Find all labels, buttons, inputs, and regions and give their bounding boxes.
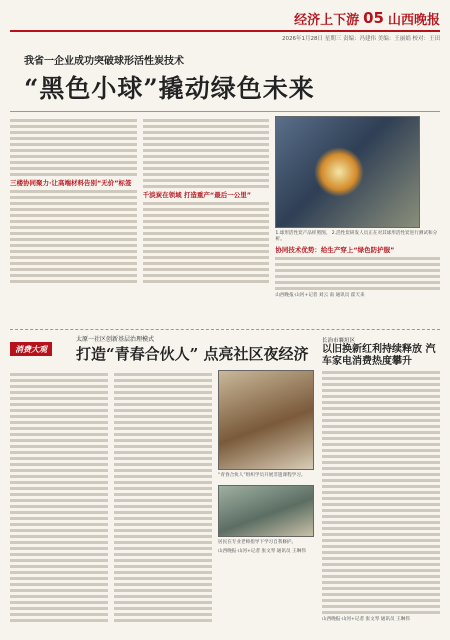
residents-photo <box>218 485 314 537</box>
body-text <box>275 257 440 290</box>
column-badge: 消费大观 <box>10 342 52 356</box>
article2-col1 <box>10 370 108 625</box>
article3-kicker: 长治市襄垣区 <box>322 338 356 344</box>
body-text <box>10 119 137 176</box>
divider <box>10 111 440 112</box>
article1-body <box>10 116 440 321</box>
article1-col1 <box>10 116 137 321</box>
body-text <box>114 373 212 622</box>
article2-col3 <box>218 370 316 625</box>
photo-caption: “青春合伙人”组织学员开展非遗课程学习。 <box>218 473 306 478</box>
article1-byline: 山西晚报·山河+记者 刘云 南 通讯员 霍天来 <box>275 293 365 298</box>
body-text <box>143 202 270 283</box>
article1-col2 <box>143 116 270 321</box>
article2-col2 <box>114 370 212 625</box>
body-text <box>322 371 440 614</box>
article1-kicker: 我省一企业成功突破球形活性炭技术 <box>24 56 184 67</box>
masthead <box>10 6 440 32</box>
article3-byline: 山西晚报·山河+记者 张文琴 通讯员 王琳伟 <box>322 617 410 622</box>
paper-logo: 山西晚报 <box>387 12 440 28</box>
article3 <box>322 336 440 623</box>
article2-kicker: 太原一社区创新基层治理模式 <box>76 336 155 343</box>
article1-subhead2: 千淡炭在领域 打造重产“最后一公里” <box>142 191 251 199</box>
body-text <box>143 119 270 188</box>
community-class-photo <box>218 370 314 470</box>
article3-headline: 以旧换新红利持续释放 汽车家电消费热度攀升 <box>322 344 436 367</box>
section-title: 经济上下游 <box>294 12 360 28</box>
body-text <box>10 190 137 283</box>
photo-caption: 居民在专业老师指导下学习自我修护。 <box>218 540 297 545</box>
article1-col3 <box>275 116 440 321</box>
body-text <box>10 373 108 622</box>
page-number: 05 <box>363 9 384 27</box>
photo-highlight <box>314 147 364 197</box>
article1-headline: “黑色小球”撬动绿色未来 <box>24 74 315 103</box>
activated-carbon-photo <box>275 116 420 228</box>
article2-section <box>10 329 440 625</box>
article1-subhead3: 协同技术优势：给生产穿上“绿色防护服” <box>275 246 395 254</box>
article2-byline: 山西晚报·山河+记者 张文琴 通讯员 王琳伟 <box>218 549 306 554</box>
dateline: 2026年1月28日 星期三 责编：冯建伟 美编：王丽娟 校对：王田 <box>282 36 440 42</box>
photo-caption: 1.球形活性炭产品样照图。 2.活性炭研发人员正在对其球形活性炭进行测试和分析。 <box>275 231 438 242</box>
article1-subhead1: 三楼协同聚力·让高端材料告别“无价”标签 <box>10 179 132 187</box>
article2-headline: 打造“青春合伙人” 点亮社区夜经济 <box>76 345 309 363</box>
article2-body <box>10 370 316 625</box>
